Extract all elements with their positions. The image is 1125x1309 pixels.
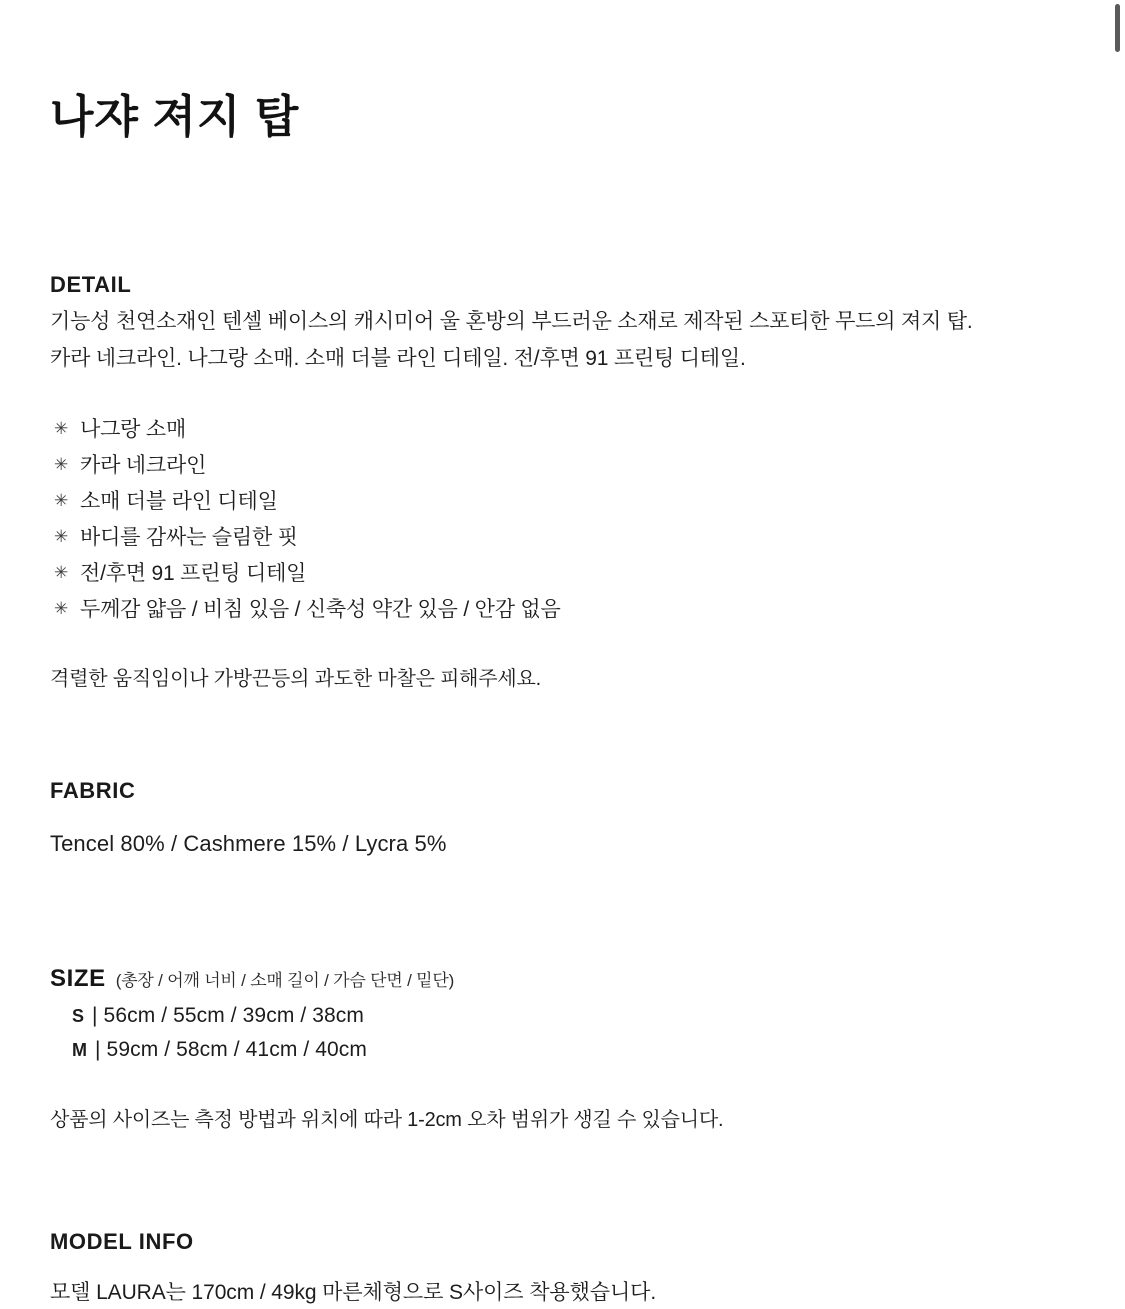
fabric-composition: Tencel 80% / Cashmere 15% / Lycra 5%: [50, 831, 447, 857]
size-row-key: M: [72, 1039, 88, 1060]
detail-bullet-list: [50, 412, 1075, 629]
list-item-label: 소매 더블 라인 디테일: [80, 489, 278, 513]
size-heading-row: [50, 965, 1075, 993]
detail-care-note: 격렬한 움직임이나 가방끈등의 과도한 마찰은 피해주세요.: [50, 668, 542, 691]
list-item-label: 전/후면 91 프린팅 디테일: [80, 561, 307, 585]
model-info-text: 모델 LAURA는 170cm / 49kg 마른체형으로 S사이즈 착용했습니다.: [50, 1280, 657, 1304]
fabric-section: [50, 778, 1075, 861]
model-info-section: [50, 1229, 1075, 1309]
size-columns-legend: (총장 / 어깨 너비 / 소매 길이 / 가슴 단면 / 밑단): [115, 971, 455, 991]
table-row: [72, 1033, 1075, 1067]
detail-section: [50, 272, 1075, 696]
size-row-values: 59cm / 58cm / 41cm / 40cm: [106, 1037, 367, 1061]
size-section: [50, 965, 1075, 1136]
list-item: [50, 592, 1075, 628]
list-item: [50, 412, 1075, 448]
table-row: [72, 999, 1075, 1033]
list-item-label: 나그랑 소매: [80, 417, 187, 441]
list-item: [50, 556, 1075, 592]
detail-heading: DETAIL: [50, 272, 132, 297]
asterisk-icon: ✳: [54, 562, 69, 582]
detail-paragraph-line-1: 기능성 천연소재인 텐셀 베이스의 캐시미어 울 혼방의 부드러운 소재로 제작된 스포티한 무드의 져지 탑.: [50, 310, 973, 333]
scrollbar[interactable]: [1115, 0, 1125, 1233]
asterisk-icon: ✳: [54, 418, 69, 438]
list-item: [50, 448, 1075, 484]
asterisk-icon: ✳: [54, 599, 69, 619]
list-item-label: 카라 네크라인: [80, 453, 207, 477]
page-title: 나쟈 져지 탑: [50, 91, 300, 142]
list-item-label: 바디를 감싸는 슬림한 핏: [80, 525, 298, 549]
size-row-separator: |: [95, 1037, 101, 1061]
scrollbar-thumb[interactable]: [1115, 4, 1120, 52]
fabric-heading: FABRIC: [50, 778, 136, 804]
size-row-values: 56cm / 55cm / 39cm / 38cm: [103, 1004, 364, 1028]
detail-paragraph-line-2: 카라 네크라인. 나그랑 소매. 소매 더블 라인 디테일. 전/후면 91 프린팅 디테일.: [50, 346, 746, 370]
asterisk-icon: ✳: [54, 526, 69, 546]
size-tolerance-note: 상품의 사이즈는 측정 방법과 위치에 따라 1-2cm 오차 범위가 생길 수 있습니다.: [50, 1108, 724, 1131]
model-info-heading: MODEL INFO: [50, 1228, 194, 1254]
size-row-key: S: [72, 1006, 85, 1027]
asterisk-icon: ✳: [54, 454, 69, 474]
list-item: [50, 484, 1075, 520]
size-heading: SIZE: [50, 965, 106, 993]
size-row-separator: |: [92, 1004, 98, 1028]
asterisk-icon: ✳: [54, 490, 69, 510]
size-table: [50, 999, 1075, 1066]
list-item: [50, 520, 1075, 556]
list-item-label: 두께감 얇음 / 비침 있음 / 신축성 약간 있음 / 안감 없음: [80, 598, 561, 622]
